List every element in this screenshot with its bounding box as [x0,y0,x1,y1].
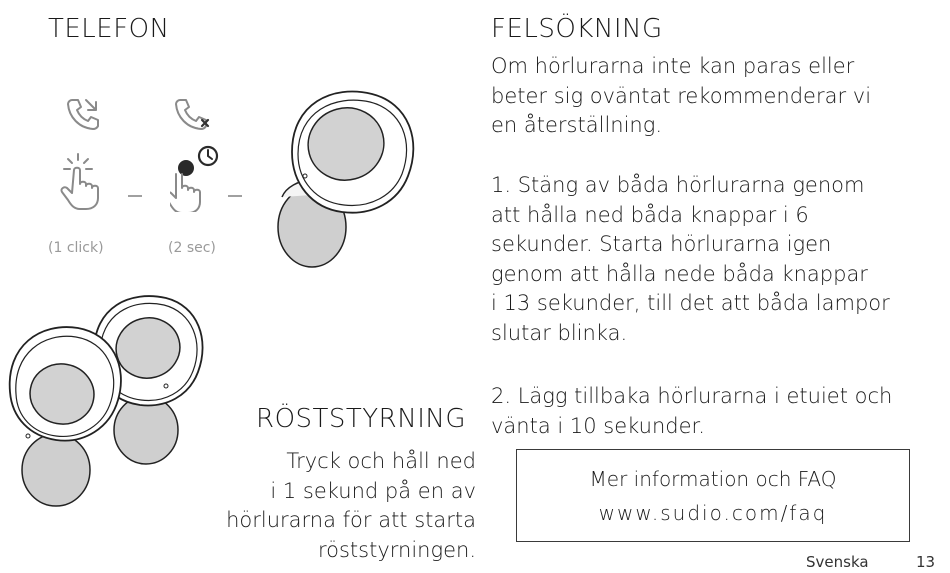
gesture1-label: (1 click) [48,240,104,256]
page-number: 13 [916,553,936,571]
faq-text: Mer information och FAQ [589,466,837,491]
divider-dash [128,195,142,197]
voice-line: röststyrningen. [317,537,476,562]
faq-box [516,449,910,542]
gesture2-label: (2 sec) [168,240,216,256]
step1-line: 1. Stäng av båda hörlurarna genom [491,173,865,197]
step1-line: sekunder. Starta hörlurarna igen [491,232,832,256]
step1-line: slutar blinka. [491,320,628,345]
tap-hand-icon [56,150,112,210]
earbud-illustration [272,82,422,272]
phone-decline-icon [172,92,216,136]
faq-url-link[interactable]: www.sudio.com/faq [598,500,828,525]
voice-title: RÖSTSTYRNING [256,404,466,434]
intro-line: beter sig oväntat rekommenderar vi [491,83,872,108]
earbuds-pair-illustration [6,282,216,512]
voice-line: hörlurarna för att starta [226,508,476,532]
phone-answer-icon [62,92,104,134]
footer-language: Svenska [806,553,869,571]
troubleshooting-intro [491,52,871,141]
step2-line: vänta i 10 sekunder. [491,413,705,438]
step1-line: genom att hålla nede båda knappar [491,261,868,286]
troubleshooting-step1 [491,171,890,348]
step2-line: 2. Lägg tillbaka hörlurarna i etuiet och [491,384,893,408]
voice-line: i 1 sekund på en av [270,478,476,503]
telefon-title: TELEFON [48,14,170,44]
voice-line: Tryck och håll ned [286,449,476,473]
intro-line: Om hörlurarna inte kan paras eller [491,54,855,78]
hold-hand-icon [170,140,230,212]
step1-line: att hålla ned båda knappar i 6 [491,202,809,227]
voice-instructions [226,447,476,565]
intro-line: en återställning. [491,113,663,137]
troubleshooting-step2 [491,382,892,441]
divider-dash [228,195,242,197]
troubleshooting-title: FELSÖKNING [491,14,663,44]
step1-line: i 13 sekunder, till det att båda lampor [491,291,890,315]
